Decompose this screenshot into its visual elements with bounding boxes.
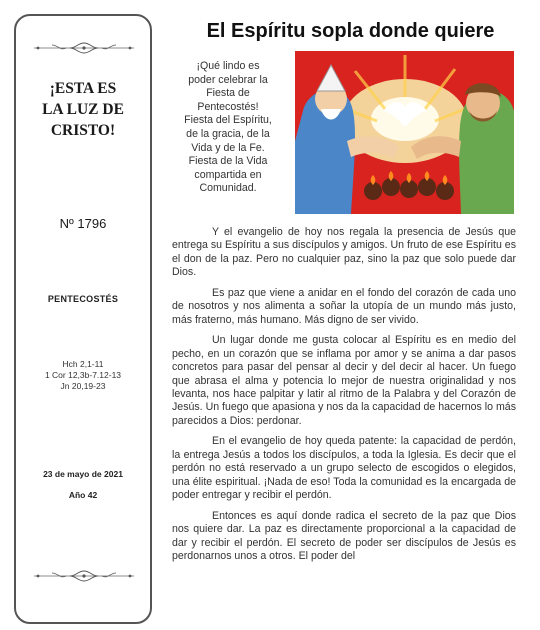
body-paragraph: Y el evangelio de hoy nos regala la presencia de Jesús que entrega su Espíritu a sus discípulos y amigos. Un fruto de ese Espíritu es el don de la paz. Pero no cualquier paz, sino la paz que solo puede dar Dios. bbox=[172, 226, 516, 279]
intro-line: Comunidad. bbox=[199, 182, 257, 195]
issue-number: Nº 1796 bbox=[59, 216, 107, 231]
reading-citation: Hch 2,1-11 bbox=[62, 359, 104, 369]
intro-line: Pentecostés! bbox=[197, 100, 259, 113]
body-paragraph: Es paz que viene a anidar en el fondo del corazón de cada uno de nosotros y nos alimenta a soñar la utopía de un mundo más justo, más fraterno, más humano. Más digno de ser vivido. bbox=[172, 286, 516, 326]
sidebar-frame bbox=[14, 14, 152, 624]
intro-line: de la gracia, de la bbox=[186, 127, 270, 140]
body-paragraph: Entonces es aquí donde radica el secreto de la paz que Dios nos quiere dar. La paz es directamente proporcional a la capacidad de dar y recibir el perdón. El secreto de poder ser discípulos de Jesús es perdonarnos unos a otros. El poder del bbox=[172, 509, 516, 562]
intro-line: ¡Qué lindo es bbox=[196, 60, 260, 72]
intro-line: Fiesta de la Vida bbox=[188, 155, 268, 168]
article-title: El Espíritu sopla donde quiere bbox=[206, 20, 495, 42]
body-paragraph: Un lugar donde me gusta colocar al Espíritu es en medio del pecho, en un corazón que se inflama por amor y se anima a dar pasos concretos para pasar del pensar al decir y del decir al hacer. Un fuego que abrasa el alma y potencia lo mejor de nuestra originalidad y nos levanta, nos hace palpitar y latir al ritmo de la Palabra y del Corazón de Jesús. Un fuego que apasiona y nos da la capacidad de hacernos lo más parecidos a Dios: perdonar. bbox=[172, 334, 516, 427]
intro-line: Vida y de la Fe. bbox=[191, 141, 265, 154]
ornament-divider-top bbox=[32, 42, 136, 54]
intro-text bbox=[172, 60, 284, 196]
reading-citation: Jn 20,19-23 bbox=[60, 381, 106, 391]
issue-year: Año 42 bbox=[68, 490, 98, 500]
ornament-divider-bottom bbox=[32, 570, 136, 582]
headline-line: ¡ESTA ES bbox=[49, 80, 117, 97]
sidebar-headline bbox=[16, 78, 150, 141]
intro-line: compartida en bbox=[194, 168, 262, 181]
feast-name: PENTECOSTÉS bbox=[47, 294, 119, 304]
intro-line: poder celebrar la bbox=[188, 73, 268, 86]
intro-line: Fiesta de bbox=[206, 87, 250, 100]
reading-citation: 1 Cor 12,3b-7.12-13 bbox=[44, 370, 122, 380]
article-body bbox=[172, 226, 516, 570]
readings-list bbox=[16, 359, 150, 392]
issue-date: 23 de mayo de 2021 bbox=[43, 469, 123, 479]
intro-line: Fiesta del Espíritu, bbox=[184, 114, 272, 127]
pentecost-illustration bbox=[295, 51, 514, 214]
body-paragraph: En el evangelio de hoy queda patente: la capacidad de perdón, la entrega Jesús a todos los discípulos, a toda la Iglesia. Es decir que el perdón no está reservado a un grupo selecto de escogidos o elegidos, una élite espiritual. ¡Nada de eso! Toda la comunidad es la encargada de poder entregar y recibir el perdón. bbox=[172, 435, 516, 502]
headline-line: CRISTO! bbox=[50, 122, 116, 139]
headline-line: LA LUZ DE bbox=[42, 101, 124, 118]
